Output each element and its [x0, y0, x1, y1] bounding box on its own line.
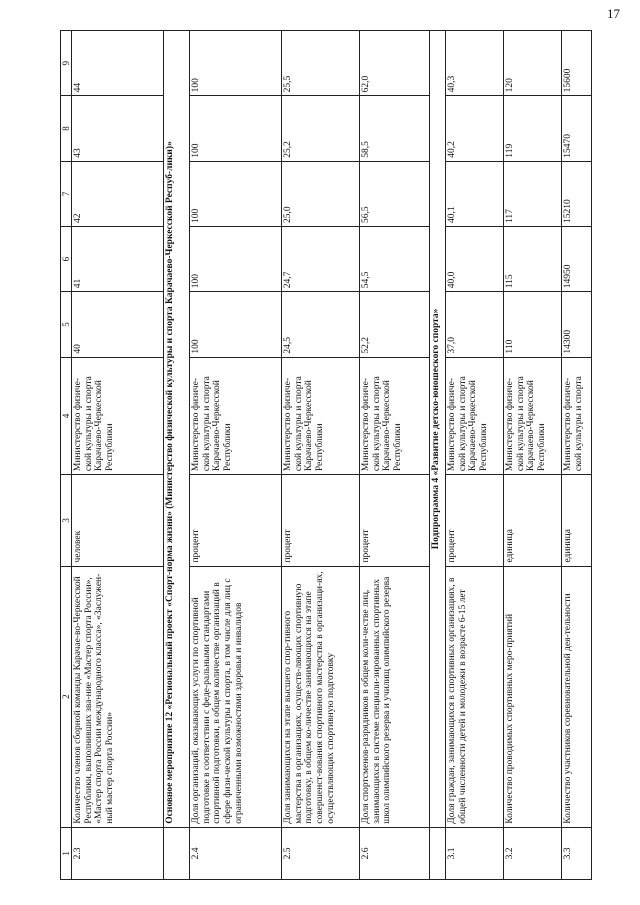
- row-number: 2.6: [360, 827, 430, 879]
- responsible: Министерство физиче-ской культуры и спорта Карачаево-Черкесской Республики: [72, 357, 164, 475]
- responsible: Министерство физиче-ской культуры и спорта Карачаево-Черкесской Республики: [282, 357, 360, 475]
- unit: единица: [562, 475, 592, 566]
- unit: единица: [504, 475, 562, 566]
- unit: процент: [360, 475, 430, 566]
- empty-cell: [164, 827, 190, 879]
- unit: процент: [190, 475, 282, 566]
- indicator-name: Доля граждан, занимающихся в спортивных организациях, в общей численности детей и молодежи в возрасте 6-15 лет: [446, 566, 504, 827]
- value-cell: 40: [72, 292, 164, 357]
- value-cell: 52,2: [360, 292, 430, 357]
- value-cell: 40,1: [446, 161, 504, 226]
- table-row: [446, 31, 504, 880]
- value-cell: 24,5: [282, 292, 360, 357]
- row-number: 2.4: [190, 827, 282, 879]
- header-cell: 5: [61, 292, 72, 357]
- table-row: [562, 31, 592, 880]
- value-cell: 54,5: [360, 226, 430, 291]
- indicator-name: Доля спортсменов-разрядников в общем коли-честве лиц, занимающихся в системе специали-зированных спортивных школ олимпийского резерва и училищ олимпийского резерва: [360, 566, 430, 827]
- indicator-name: Количество участников соревновательной дея-тельности: [562, 566, 592, 827]
- value-cell: 44: [72, 31, 164, 96]
- value-cell: 41: [72, 226, 164, 291]
- value-cell: 40,3: [446, 31, 504, 96]
- value-cell: 43: [72, 96, 164, 161]
- table-row: [360, 31, 430, 880]
- rotated-table-wrapper: [60, 30, 584, 880]
- row-number: 3.1: [446, 827, 504, 879]
- value-cell: 15210: [562, 161, 592, 226]
- value-cell: 115: [504, 226, 562, 291]
- header-cell: 2: [61, 566, 72, 827]
- value-cell: 24,7: [282, 226, 360, 291]
- value-cell: 56,5: [360, 161, 430, 226]
- table-row: [190, 31, 282, 880]
- table-row: [72, 31, 164, 880]
- value-cell: 14300: [562, 292, 592, 357]
- section-row: [430, 31, 446, 880]
- indicator-name: Количество проводимых спортивных меро-приятий: [504, 566, 562, 827]
- table-row: [282, 31, 360, 880]
- indicator-name: Доля занимающихся на этапе высшего спор-тивного мастерства в организациях, осуществ-ляющих спортивную подготовку, в общем ко-личестве занимающихся на этапе совершенст-вования спортивного мастерства в организаци-ях, осуществляющих спортивную подготовку: [282, 566, 360, 827]
- responsible: Министерство физиче-ской культуры и спорта: [562, 357, 592, 475]
- value-cell: 100: [190, 292, 282, 357]
- unit: человек: [72, 475, 164, 566]
- section-title: Подпрограмма 4 «Развитие детско-юношеского спорта»: [430, 31, 446, 828]
- value-cell: 25,0: [282, 161, 360, 226]
- value-cell: 37,0: [446, 292, 504, 357]
- header-cell: 9: [61, 31, 72, 96]
- responsible: Министерство физиче-ской культуры и спорта Карачаево-Черкесской Республики: [360, 357, 430, 475]
- section-row: [164, 31, 190, 880]
- value-cell: 119: [504, 96, 562, 161]
- header-cell: 4: [61, 357, 72, 475]
- value-cell: 25,2: [282, 96, 360, 161]
- value-cell: 25,5: [282, 31, 360, 96]
- unit: процент: [446, 475, 504, 566]
- row-number: 3.3: [562, 827, 592, 879]
- value-cell: 42: [72, 161, 164, 226]
- value-cell: 117: [504, 161, 562, 226]
- indicator-name: Количество членов сборной команды Карачае-во-Черкесской Республики, выполнивших зва-ние «Мастер спорта России», «Мастер спорта России международного класса», «Заслужен-ный мастер спорта России»: [72, 566, 164, 827]
- value-cell: 100: [190, 226, 282, 291]
- value-cell: 100: [190, 31, 282, 96]
- unit: процент: [282, 475, 360, 566]
- row-number: 2.5: [282, 827, 360, 879]
- header-cell: 8: [61, 96, 72, 161]
- responsible: Министерство физиче-ской культуры и спорта Карачаево-Черкесской Республики: [504, 357, 562, 475]
- value-cell: 40,2: [446, 96, 504, 161]
- section-title: Основное мероприятие 12 «Региональный проект «Спорт-норма жизни» (Министерство физической культуры и спорта Карачаево-Черкесской Респуб-лики)»: [164, 31, 190, 828]
- value-cell: 100: [190, 96, 282, 161]
- header-cell: 3: [61, 475, 72, 566]
- value-cell: 15470: [562, 96, 592, 161]
- value-cell: 120: [504, 31, 562, 96]
- value-cell: 15600: [562, 31, 592, 96]
- responsible: Министерство физиче-ской культуры и спорта Карачаево-Черкесской Республики: [190, 357, 282, 475]
- value-cell: 110: [504, 292, 562, 357]
- header-cell: 6: [61, 226, 72, 291]
- header-cell: 7: [61, 161, 72, 226]
- value-cell: 62,0: [360, 31, 430, 96]
- table-row: [504, 31, 562, 880]
- value-cell: 100: [190, 161, 282, 226]
- row-number: 3.2: [504, 827, 562, 879]
- header-cell: 1: [61, 827, 72, 879]
- value-cell: 40,0: [446, 226, 504, 291]
- page-number: 17: [607, 6, 620, 21]
- indicators-table: [60, 30, 592, 880]
- value-cell: 14950: [562, 226, 592, 291]
- table-header-row: [61, 31, 72, 880]
- indicator-name: Доля организаций, оказывающих услуги по спортивной подготовке в соответствии с феде-ральными стандартами спортивной подготовки, в общем количестве организаций в сфере физи-ческой культуры и спорта, в том числе для лиц с ограниченными возможностями здоровья и инвалидов: [190, 566, 282, 827]
- empty-cell: [430, 827, 446, 879]
- row-number: 2.3: [72, 827, 164, 879]
- value-cell: 58,5: [360, 96, 430, 161]
- responsible: Министерство физиче-ской культуры и спорта Карачаево-Черкесской Республики: [446, 357, 504, 475]
